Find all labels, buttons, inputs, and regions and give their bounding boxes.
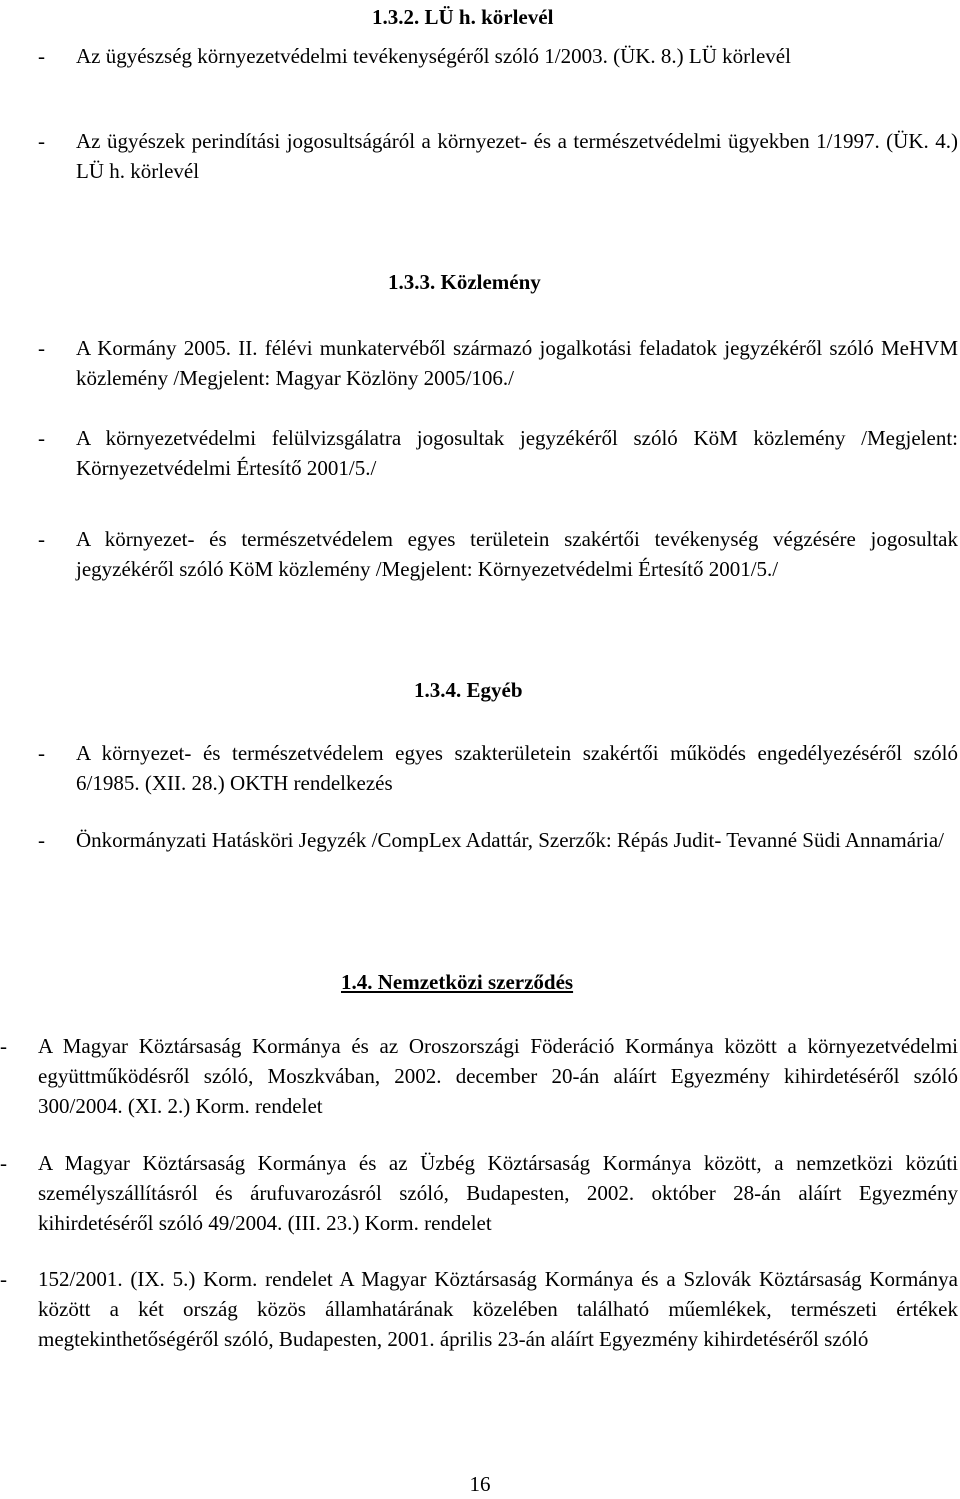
list-dash: - [38,44,45,68]
list-dash: - [38,426,45,450]
list-dash: - [38,129,45,153]
list-item [0,1148,958,1238]
list-dash: - [38,336,45,360]
list-item [0,1264,958,1354]
list-item-text: A Magyar Köztársaság Kormánya és az Üzbég Köztársaság Kormánya között, a nemzetközi közúti személyszállításról és árufuvarozásról szóló, Budapesten, 2002. október 28-án aláírt Egyezmény kihirdetéséről szóló 49/2004. (III. 23.) Korm. rendelet [38,1151,958,1235]
list-item [38,333,958,393]
list-item [38,41,958,71]
list-item-text: Az ügyészség környezetvédelmi tevékenységéről szóló 1/2003. (ÜK. 8.) LÜ körlevél [76,44,791,68]
list-dash: - [38,828,45,852]
list-item-text: A Magyar Köztársaság Kormánya és az Oroszországi Föderáció Kormánya között a környezetvédelmi együttműködésről szóló, Moszkvában, 2002. december 20-án aláírt Egyezmény kihirdetéséről szóló 300/2004. (XI. 2.) Korm. rendelet [38,1034,958,1118]
list-item-text: Az ügyészek perindítási jogosultságáról a környezet- és a természetvédelmi ügyekben 1/1997. (ÜK. 4.) LÜ h. körlevél [76,129,958,183]
list-item-text: A Kormány 2005. II. félévi munkatervéből származó jogalkotási feladatok jegyzékéről szóló MeHVM közlemény /Megjelent: Magyar Közlöny 2005/106./ [76,336,958,390]
list-dash: - [38,527,45,551]
list-item [38,423,958,483]
section-heading-1-3-3: 1.3.3. Közlemény [388,270,541,294]
list-item-text: Önkormányzati Hatásköri Jegyzék /CompLex Adattár, Szerzők: Répás Judit- Tevanné Südi Annamária/ [76,828,944,852]
list-item-text: 152/2001. (IX. 5.) Korm. rendelet A Magyar Köztársaság Kormánya és a Szlovák Köztársaság Kormánya között a két ország közös államhatárának közelében található műemlékek, természeti értékek megtekinthetőségéről szóló, Budapesten, 2001. április 23-án aláírt Egyezmény kihirdetéséről szóló [38,1267,958,1351]
list-item-text: A környezet- és természetvédelem egyes területein szakértői tevékenység végzésére jogosultak jegyzékéről szóló KöM közlemény /Megjelent: Környezetvédelmi Értesítő 2001/5./ [76,527,958,581]
list-item-text: A környezet- és természetvédelem egyes szakterületein szakértői működés engedélyezéséről szóló 6/1985. (XII. 28.) OKTH rendelkezés [76,741,958,795]
list-dash: - [0,1151,7,1175]
section-heading-1-3-2: 1.3.2. LÜ h. körlevél [372,5,554,29]
list-item-text: A környezetvédelmi felülvizsgálatra jogosultak jegyzékéről szóló KöM közlemény /Megjelent: Környezetvédelmi Értesítő 2001/5./ [76,426,958,480]
list-item [38,825,958,855]
list-item [38,524,958,584]
section-heading-1-4: 1.4. Nemzetközi szerződés [341,970,574,994]
list-item [38,126,958,186]
page-number: 16 [469,1472,491,1496]
section-heading-1-3-4: 1.3.4. Egyéb [414,678,523,702]
list-dash: - [38,741,45,765]
list-item [38,738,958,798]
list-item [0,1031,958,1121]
list-dash: - [0,1034,7,1058]
list-dash: - [0,1267,7,1291]
